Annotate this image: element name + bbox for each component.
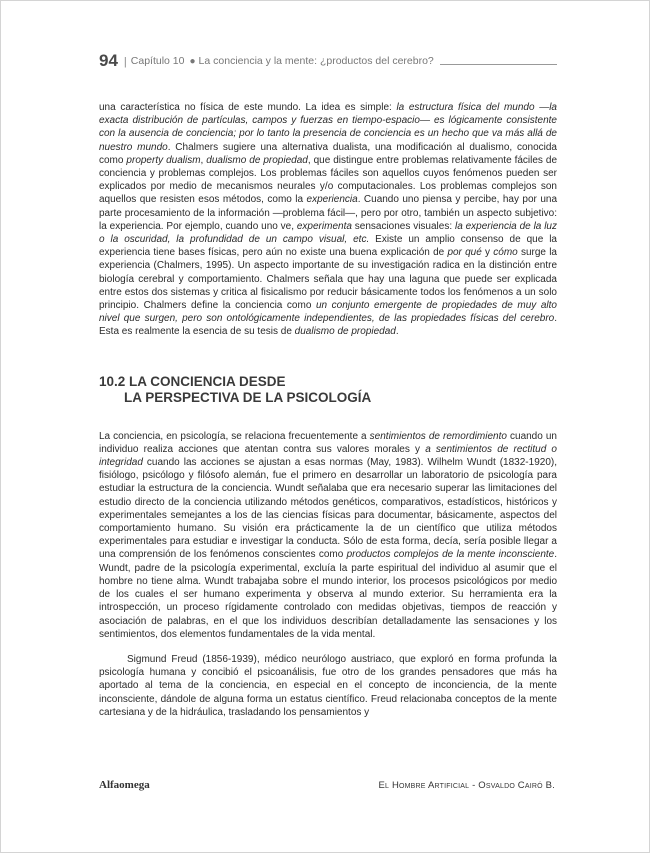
text-run: . Cuando uno piensa y percibe, hay por una parte procesamiento de la información —problema fácil—, pero por otro, también un aspecto subjetivo: la experiencia. Por ejemplo, cuando uno ve, (99, 194, 558, 232)
italic-text: la estructura física del mundo —la exacta distribución de partículas, campos y fuerzas en tiempo-espacio— es lógicamente consistente con la ausencia de conciencia; por lo tanto la presencia de conciencia es un hecho que va más allá de nuestro mundo (99, 102, 557, 153)
page-number: 94 (99, 51, 118, 70)
text-run: Existe un amplio consenso de que la experiencia tiene bases físicas, pero aún no existe una buena explicación de (99, 234, 557, 259)
text-run: y (481, 247, 494, 259)
text-run: surge la experiencia (Chalmers, 1995). Un aspecto importante de su investigación radica en la distinción entre biología cerebral y comportamiento. Chalmers señala que hay una laguna que puede ser explicada entre estos dos sistemas y critica al fisicalismo por reducir básicamente todos los fenómenos a un solo principio. Chalmers define la conciencia como (99, 247, 557, 312)
italic-text: productos complejos de la mente inconsciente (346, 549, 555, 561)
italic-text: por qué (447, 247, 482, 259)
header-separator: | (123, 56, 127, 68)
paragraph (99, 101, 557, 339)
italic-text: a sentimientos de rectitud o integridad (99, 443, 557, 469)
bullet-icon: ● (189, 56, 196, 67)
publisher-footer: Alfaomega (99, 779, 150, 791)
italic-text: experiencia (306, 194, 358, 206)
header-rule (440, 64, 557, 65)
text-run: , que distingue entre problemas relativamente fáciles de conciencia y problemas complejos. Los problemas fáciles son aquellos cuyos fenómenos pueden ser explicados por medio de mecanismos neurales y/o computacionales. Los problemas complejos son aquellos que resisten esos métodos, como la (99, 154, 558, 206)
text-run: cuando las acciones se ajustan a esas normas (May, 1983). Wilhelm Wundt (1832-1920), fisiólogo, psicólogo y filósofo alemán, fue el primero en desarrollar un laboratorio de psicología para estudiar la estructura de la conciencia. Wundt señalaba que era necesario superar las limitaciones del estudio directo de la conciencia utilizando métodos genéticos, comparativos, estadísticos, históricos y experimentales semejantes a los de las ciencias físicas para documentar, básicamente, aspectos del comportamiento humano. Su visión era prácticamente la de un científico que utiliza métodos experimentales para estudiar e investigar la conducta. Sólo de esta forma, decía, sería posible llegar a una comprensión de los fenómenos conscientes como (99, 457, 557, 561)
text-run: . Esta es realmente la esencia de su tesis de (99, 313, 557, 338)
paragraph (99, 430, 557, 641)
section-heading-line: LA PERSPECTIVA DE LA PSICOLOGÍA (124, 389, 372, 405)
text-run: . (395, 326, 399, 338)
text-run: cuando un individuo realiza acciones que atentan contra sus valores morales y (99, 430, 557, 455)
text-run: sensaciones visuales: (351, 220, 455, 232)
italic-text: cómo (493, 247, 518, 259)
italic-text: property dualism (126, 154, 201, 166)
text-run: una característica no física de este mundo. La idea es simple: (99, 102, 397, 113)
section-heading-line: 10.2 LA CONCIENCIA DESDE (99, 373, 286, 389)
text-run: La conciencia, en psicología, se relaciona frecuentemente a (99, 430, 370, 442)
italic-text: dualismo de propiedad (206, 154, 308, 166)
chapter-title: La conciencia y la mente: ¿productos del cerebro? (198, 55, 434, 67)
text-run: . Chalmers sugiere una alternativa dualista, una modificación al dualismo, conocida como (99, 141, 557, 166)
text-run: . Wundt, padre de la psicología experimental, excluía la parte espiritual del individuo al asumir que el hombre no tiene alma. Wundt trabajaba sobre el mundo interior, los procesos psicológicos por medio de los cuales el ser humano experimenta y observa al mundo exterior. Su herramienta era la introspección, un proceso rígidamente controlado con medidas objetivas, tiempos de reacción y asociación de palabras, en el que los individuos describían detalladamente las sensaciones y los sentimientos, dos elementos fundamentales de la vida mental. (99, 549, 558, 640)
italic-text: dualismo de propiedad (294, 326, 396, 338)
text-run: Sigmund Freud (1856-1939), médico neurólogo austriaco, que exploró en forma profunda la psicología humana y concibió el psicoanálisis, fue otro de los grandes pensadores que más ha aportado al tema de la conciencia, en especial en el concepto de inconciencia, de la mente inconsciente, dándole de alguna forma un estatus científico. Freud relacionaba conceptos de la mente cartesiana y de la hidráulica, trasladando los pensamientos y (99, 653, 557, 718)
book-footer: El Hombre Artificial - Osvaldo Cairó B. (378, 780, 555, 791)
text-run: , (200, 154, 207, 166)
italic-text: sentimientos de remordimiento (369, 430, 507, 442)
page-body (99, 101, 557, 719)
italic-text: experimenta (296, 220, 352, 232)
chapter-label: Capítulo 10 (130, 55, 185, 67)
section-heading (99, 374, 557, 406)
italic-text: la experiencia de la luz o la oscuridad, la profundidad de un campo visual, etc. (99, 220, 557, 246)
paragraph (99, 653, 557, 719)
running-header (99, 49, 557, 69)
italic-text: un conjunto emergente de propiedades de muy alto nivel que surgen, pero son ontológicamente independientes, de las propiedades físicas del cerebro (99, 300, 557, 325)
